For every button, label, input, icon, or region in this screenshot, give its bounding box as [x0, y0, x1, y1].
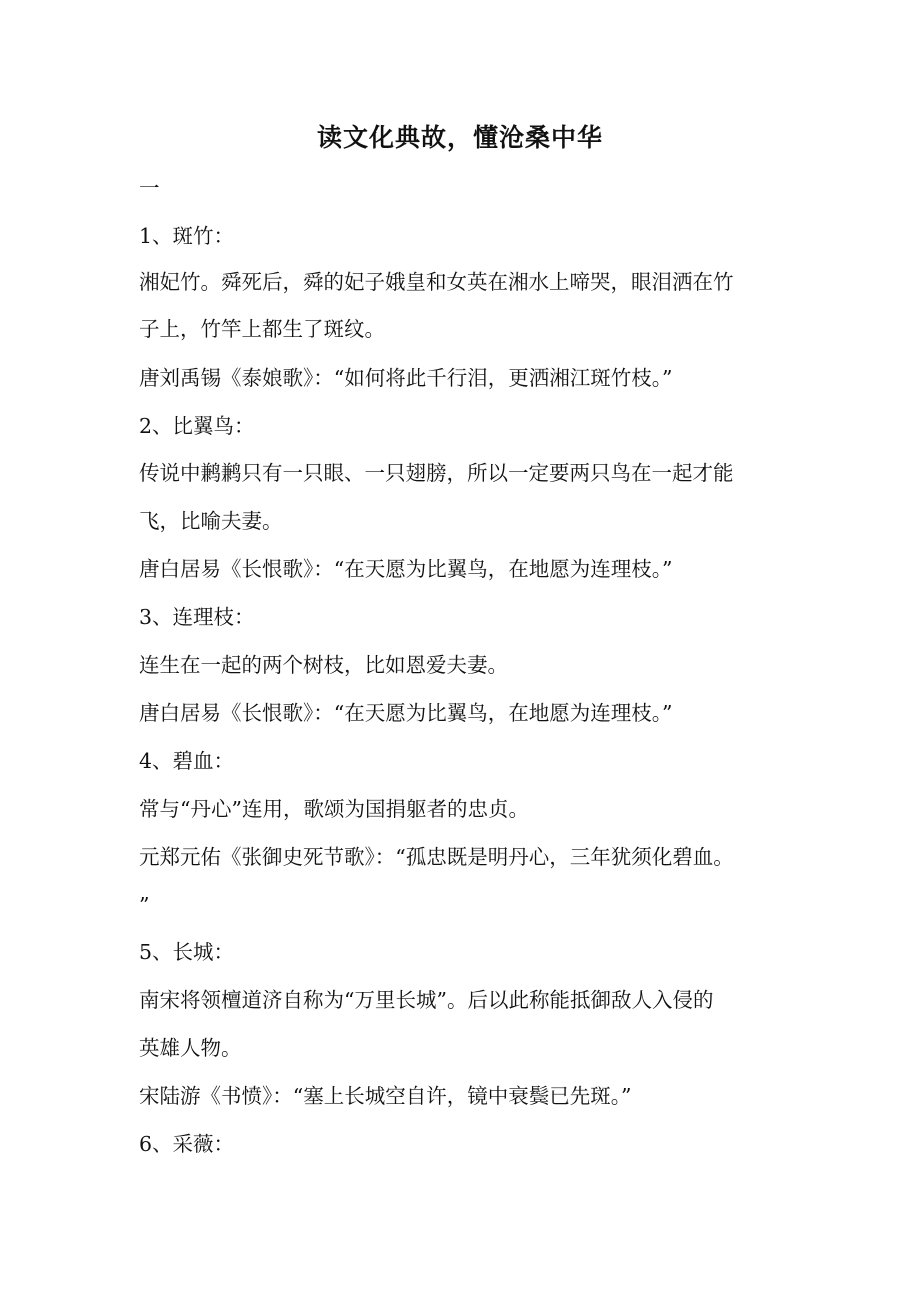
allusion-quote-5: 宋陆游《书愤》：“塞上长城空自许，镜中衰鬓已先斑。”: [139, 1084, 632, 1108]
allusion-heading-1: 1、斑竹：: [139, 224, 235, 248]
allusion-heading-5: 5、长城：: [139, 940, 235, 964]
allusion-heading-4: 4、碧血：: [139, 749, 235, 773]
allusion-quote-3: 唐白居易《长恨歌》：“在天愿为比翼鸟，在地愿为连理枝。”: [139, 701, 673, 725]
allusion-text-1-cont: 子上，竹竿上都生了斑纹。: [139, 317, 385, 341]
allusion-quote-1: 唐刘禹锡《泰娘歌》：“如何将此千行泪，更洒湘江斑竹枝。”: [139, 366, 673, 390]
allusion-text-5: 南宋将领檀道济自称为“万里长城”。后以此称能抵御敌人入侵的: [139, 988, 714, 1012]
allusion-quote-2: 唐白居易《长恨歌》：“在天愿为比翼鸟，在地愿为连理枝。”: [139, 557, 673, 581]
allusion-quote-4: 元郑元佑《张御史死节歌》：“孤忠既是明丹心，三年犹须化碧血。: [139, 845, 734, 869]
allusion-heading-6: 6、采薇：: [139, 1132, 235, 1156]
allusion-text-4: 常与“丹心”连用，歌颂为国捐躯者的忠贞。: [139, 797, 529, 821]
allusion-text-3: 连生在一起的两个树枝，比如恩爱夫妻。: [139, 653, 508, 677]
allusion-quote-4-cont: ”: [139, 893, 150, 917]
allusion-heading-3: 3、连理枝：: [139, 605, 255, 629]
allusion-text-2: 传说中鹣鹣只有一只眼、一只翅膀，所以一定要两只鸟在一起才能: [139, 461, 734, 485]
allusion-text-5-cont: 英雄人物。: [139, 1036, 242, 1060]
document-title: 读文化典故，懂沧桑中华: [316, 123, 603, 152]
section-number: 一: [139, 176, 160, 200]
allusion-heading-2: 2、比翼鸟：: [139, 414, 255, 438]
allusion-text-1: 湘妃竹。舜死后，舜的妃子娥皇和女英在湘水上啼哭，眼泪洒在竹: [139, 270, 734, 294]
allusion-text-2-cont: 飞，比喻夫妻。: [139, 509, 283, 533]
